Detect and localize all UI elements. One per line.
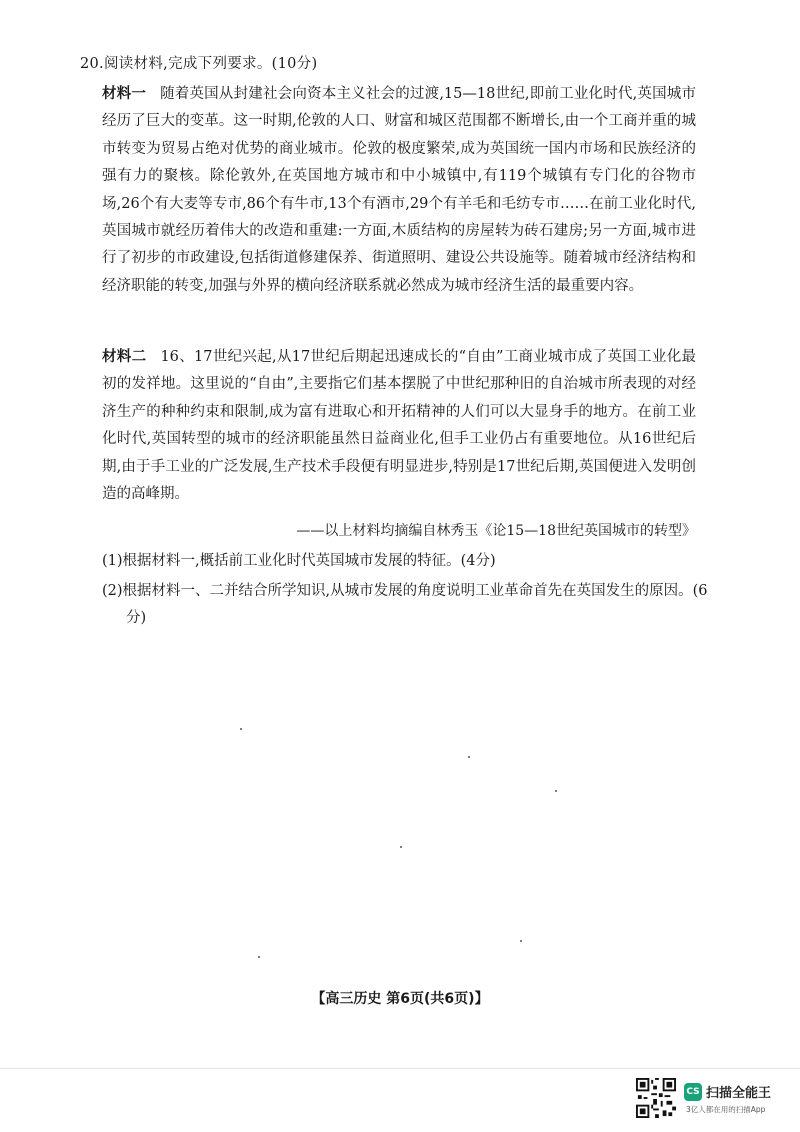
material-two-text: 16、17世纪兴起,从17世纪后期起迅速成长的“自由”工商业城市成了英国工业化最初的发祥地。这里说的“自由”,主要指它们基本摆脱了中世纪那种旧的自治城市所表现的对经济生产的种种约束和限制,成为富有进取心和开拓精神的人们可以大显身手的地方。在前工业化时代,英国转型的城市的经济职能虽然日益商业化,但手工业仍占有重要地位。从16世纪后期,由于手工业的广泛发展,生产技术手段便有明显进步,特别是17世纪后期,英国便进入发明创造的高峰期。 — [102, 349, 697, 503]
material-one — [102, 80, 696, 300]
scanner-app-name: 扫描全能王 — [706, 1086, 772, 1101]
material-source: ——以上材料均摘编自林秀玉《论15—18世纪英国城市的转型》 — [296, 523, 696, 539]
sub-question-2: (2)根据材料一、二并结合所学知识,从城市发展的角度说明工业革命首先在英国发生的原因。(6分) — [102, 583, 708, 627]
sub-question-1: (1)根据材料一,概括前工业化时代英国城市发展的特征。(4分) — [102, 553, 496, 569]
material-two-label: 材料二 — [102, 348, 147, 365]
scan-speck — [258, 956, 260, 958]
scan-speck — [468, 756, 470, 758]
scanner-watermark — [636, 1078, 792, 1122]
page-footer: 【高三历史 第6页(共6页)】 — [311, 991, 489, 1007]
scan-speck — [520, 940, 522, 942]
qr-code-icon — [636, 1078, 676, 1118]
question-header: 20.阅读材料,完成下列要求。(10分) — [80, 56, 318, 72]
scan-speck — [555, 790, 557, 792]
scanner-app-tagline: 3亿人都在用的扫描App — [686, 1105, 766, 1114]
material-two — [102, 343, 696, 508]
camscanner-logo-icon: CS — [684, 1083, 702, 1101]
scan-speck — [400, 846, 402, 848]
scan-edge-line — [0, 1068, 800, 1069]
scan-speck — [240, 728, 242, 730]
material-one-text: 随着英国从封建社会向资本主义社会的过渡,15—18世纪,即前工业化时代,英国城市经历了巨大的变革。这一时期,伦敦的人口、财富和城区范围都不断增长,由一个工商并重的城市转变为贸易占绝对优势的商业城市。伦敦的极度繁荣,成为英国统一国内市场和民族经济的强有力的聚核。除伦敦外,在英国地方城市和中小城镇中,有119个城镇有专门化的谷物市场,26个有大麦等专市,86个有牛市,13个有酒市,29个有羊毛和毛纺专市……在前工业化时代,英国城市就经历着伟大的改造和重建:一方面,木质结构的房屋转为砖石建房;另一方面,城市进行了初步的市政建设,包括街道修建保养、街道照明、建设公共设施等。随着城市经济结构和经济职能的转变,加强与外界的横向经济联系就必然成为城市经济生活的最重要内容。 — [102, 86, 696, 294]
material-one-label: 材料一 — [102, 85, 147, 102]
